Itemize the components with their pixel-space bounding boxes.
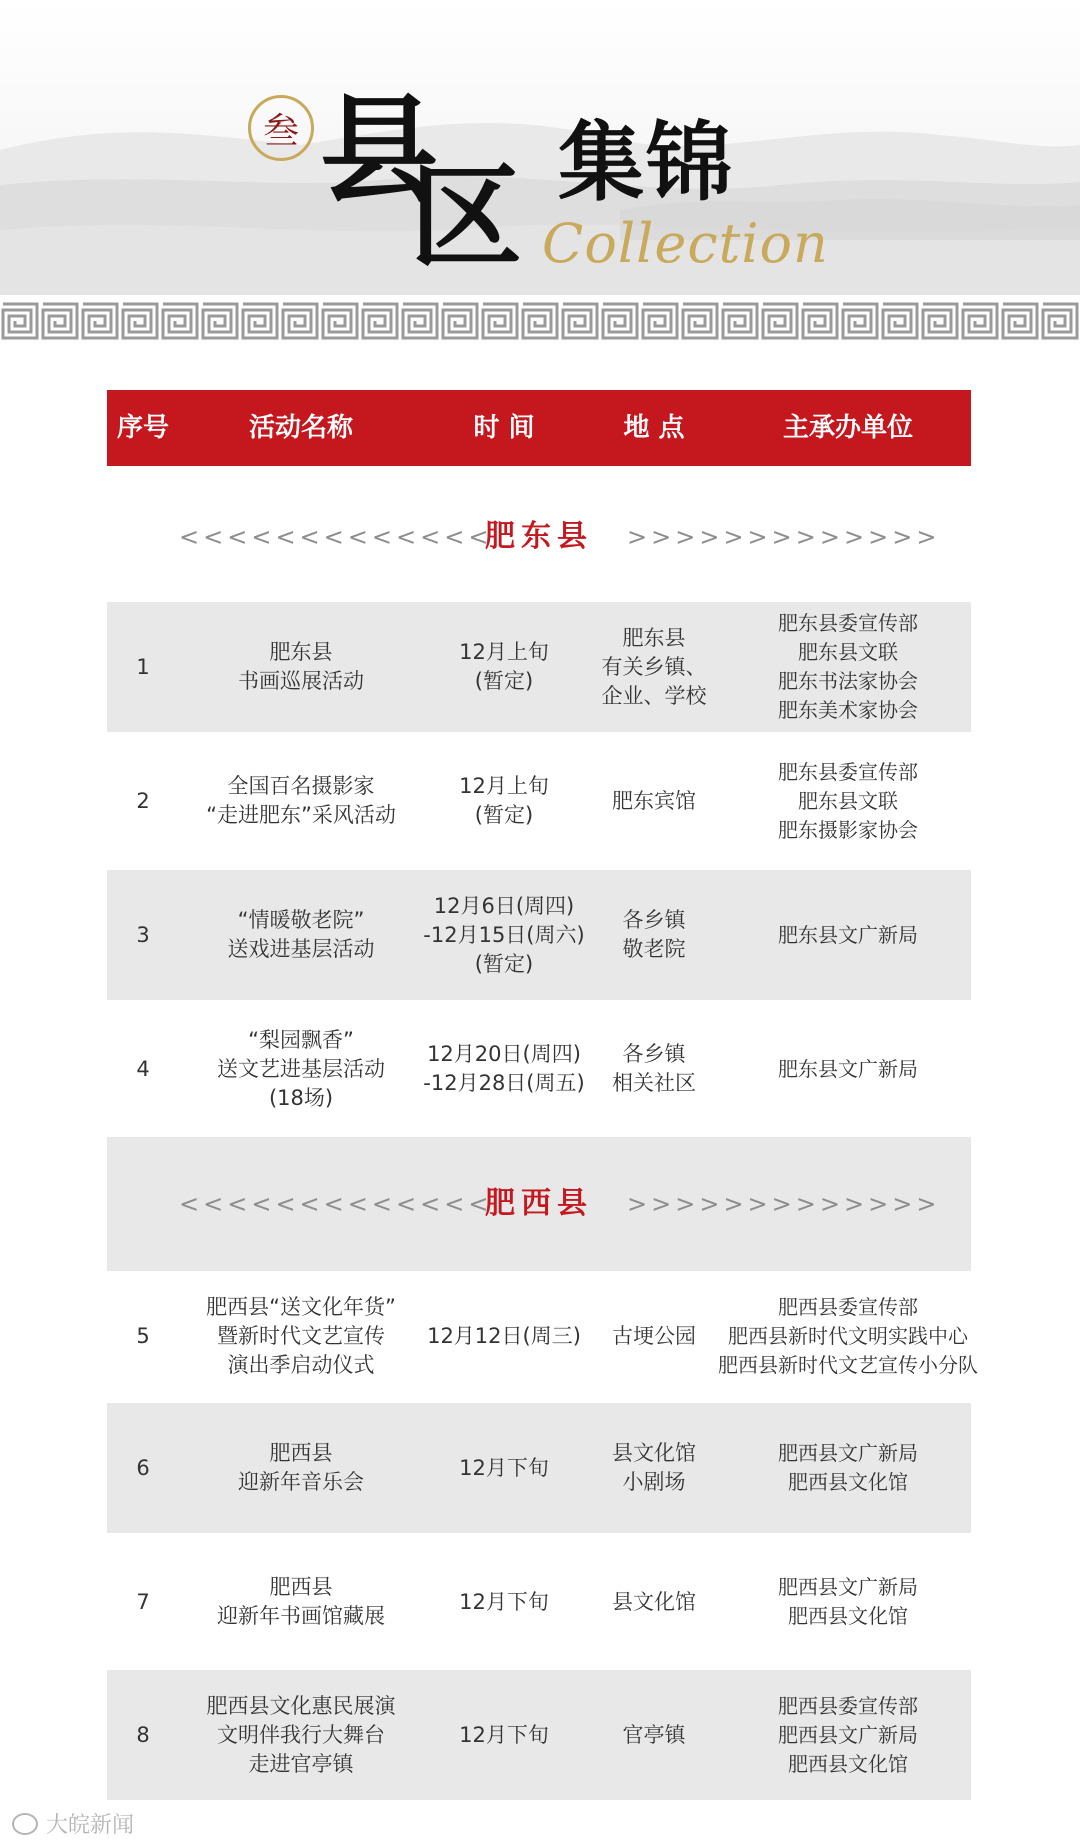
organizer-line: 肥西县文化馆: [788, 1470, 908, 1494]
row-number: 5: [136, 1323, 150, 1348]
time-line: 12月12日(周三): [427, 1323, 581, 1348]
row-number: 3: [136, 922, 150, 947]
activity-name-line: 演出季启动仪式: [227, 1352, 375, 1377]
col-header-place: 地 点: [623, 413, 685, 443]
table-row: [107, 1670, 971, 1800]
organizer-line: 肥东县文联: [798, 788, 898, 813]
row-number: 1: [136, 654, 150, 679]
time-line: 12月6日(周四): [433, 893, 575, 918]
activity-name-line: 送戏进基层活动: [227, 937, 375, 961]
time-line: 12月上旬: [459, 640, 549, 664]
time-line: 12月20日(周四): [427, 1042, 581, 1066]
col-header-activity: 活动名称: [248, 413, 354, 443]
row-number: 2: [136, 788, 150, 813]
place-line: 肥东宾馆: [612, 788, 696, 813]
organizer-line: 肥西县新时代文明实践中心: [728, 1323, 968, 1348]
seal-character: 叁: [262, 110, 299, 152]
section-divider-feidong: [107, 470, 971, 604]
col-header-time: 时 间: [473, 413, 535, 443]
place-line: 有关乡镇、: [601, 654, 707, 679]
place-line: 县文化馆: [612, 1441, 696, 1465]
time-line: (暂定): [474, 803, 534, 827]
chapter-seal: [248, 95, 314, 161]
activity-name-line: 书画巡展活动: [238, 669, 364, 693]
mountain-landscape-illustration: [0, 0, 1080, 295]
activity-name-line: 迎新年书画馆藏展: [217, 1604, 385, 1628]
row-number: 7: [136, 1589, 150, 1614]
place-line: 县文化馆: [612, 1589, 696, 1614]
table-row: [107, 736, 971, 866]
activity-name-line: “情暖敬老院”: [237, 908, 365, 932]
organizer-line: 肥东摄影家协会: [778, 817, 918, 842]
watermark-text: 大皖新闻: [46, 1813, 135, 1838]
title-chars-3: 集锦: [558, 112, 734, 213]
activity-name-line: 肥西县: [269, 1441, 333, 1465]
table-header-row: [107, 390, 971, 466]
organizer-line: 肥东县委宣传部: [778, 759, 918, 784]
col-header-number: 序号: [116, 413, 170, 443]
right-arrows: >>>>>>>>>>>>>: [627, 1190, 941, 1218]
table-row: [107, 1271, 978, 1401]
title-char-2: 区: [410, 152, 522, 283]
place-line: 相关社区: [612, 1071, 696, 1095]
activity-name-line: 暨新时代文艺宣传: [216, 1323, 385, 1348]
section-title: 肥东县: [485, 519, 593, 554]
place-line: 各乡镇: [622, 908, 686, 932]
activity-name-line: 走进官亭镇: [248, 1751, 354, 1776]
row-number: 6: [136, 1455, 150, 1480]
right-arrows: >>>>>>>>>>>>>: [627, 523, 941, 551]
organizer-line: 肥西县文广新局: [778, 1441, 918, 1465]
section-title: 肥西县: [485, 1186, 593, 1221]
activity-name-line: 全国百名摄影家: [227, 774, 375, 798]
activity-name-line: 肥西县: [269, 1575, 333, 1599]
table-row: [107, 1403, 971, 1533]
time-line: (暂定): [474, 669, 534, 693]
title-char-1: 县: [320, 81, 439, 220]
time-line: (暂定): [474, 951, 534, 976]
time-line: -12月28日(周五): [423, 1071, 585, 1095]
left-arrows: <<<<<<<<<<<<<: [179, 1190, 493, 1218]
activity-name-line: 肥西县文化惠民展演: [206, 1693, 396, 1718]
left-arrows: <<<<<<<<<<<<<: [179, 523, 493, 551]
watermark-logo-icon: [12, 1813, 38, 1835]
time-line: 12月下旬: [459, 1722, 549, 1747]
organizer-line: 肥西县文广新局: [778, 1575, 918, 1599]
organizer-line: 肥东美术家协会: [778, 698, 918, 722]
organizer-line: 肥西县文广新局: [778, 1722, 918, 1747]
organizer-line: 肥西县委宣传部: [778, 1294, 918, 1319]
place-line: 官亭镇: [622, 1722, 686, 1747]
table-row: [107, 602, 971, 732]
organizer-line: 肥东县文联: [798, 640, 898, 664]
organizer-line: 肥西县新时代文艺宣传小分队: [718, 1352, 978, 1377]
page-header: [0, 0, 1080, 295]
time-line: 12月上旬: [459, 774, 549, 798]
table-row: [107, 1537, 971, 1667]
section-divider-feixi: [107, 1137, 971, 1271]
place-line: 企业、学校: [601, 683, 707, 708]
time-line: -12月15日(周六): [423, 922, 585, 947]
organizer-line: 肥东县文广新局: [778, 922, 918, 947]
activity-name-line: 肥西县“送文化年货”: [206, 1294, 396, 1319]
row-number: 4: [136, 1056, 150, 1081]
organizer-line: 肥西县文化馆: [788, 1604, 908, 1628]
place-line: 敬老院: [622, 937, 686, 961]
table-row: [107, 870, 971, 1000]
time-line: 12月下旬: [459, 1589, 549, 1614]
table-row: [107, 1004, 971, 1134]
activity-name-line: 肥东县: [269, 640, 333, 664]
activity-name-line: 文明伴我行大舞台: [217, 1722, 385, 1747]
activity-name-line: 迎新年音乐会: [238, 1470, 364, 1494]
organizer-line: 肥东县委宣传部: [778, 611, 918, 635]
col-header-organizer: 主承办单位: [782, 413, 914, 443]
place-line: 小剧场: [622, 1470, 686, 1494]
organizer-line: 肥东县文广新局: [778, 1056, 918, 1081]
organizer-line: 肥西县文化馆: [788, 1751, 908, 1776]
greek-key-border: [0, 300, 1080, 342]
watermark: [12, 1808, 134, 1839]
place-line: 各乡镇: [622, 1042, 686, 1066]
english-subtitle: Collection: [542, 212, 829, 275]
row-number: 8: [136, 1722, 150, 1747]
activity-name-line: 送文艺进基层活动: [217, 1056, 385, 1081]
organizer-line: 肥东书法家协会: [778, 669, 918, 693]
place-line: 肥东县: [622, 625, 686, 650]
place-line: 古埂公园: [612, 1323, 696, 1348]
activity-name-line: “走进肥东”采风活动: [206, 803, 396, 827]
activity-name-line: “梨园飘香”: [248, 1027, 354, 1052]
organizer-line: 肥西县委宣传部: [778, 1693, 918, 1718]
time-line: 12月下旬: [459, 1455, 549, 1480]
activity-name-line: (18场): [268, 1085, 334, 1110]
